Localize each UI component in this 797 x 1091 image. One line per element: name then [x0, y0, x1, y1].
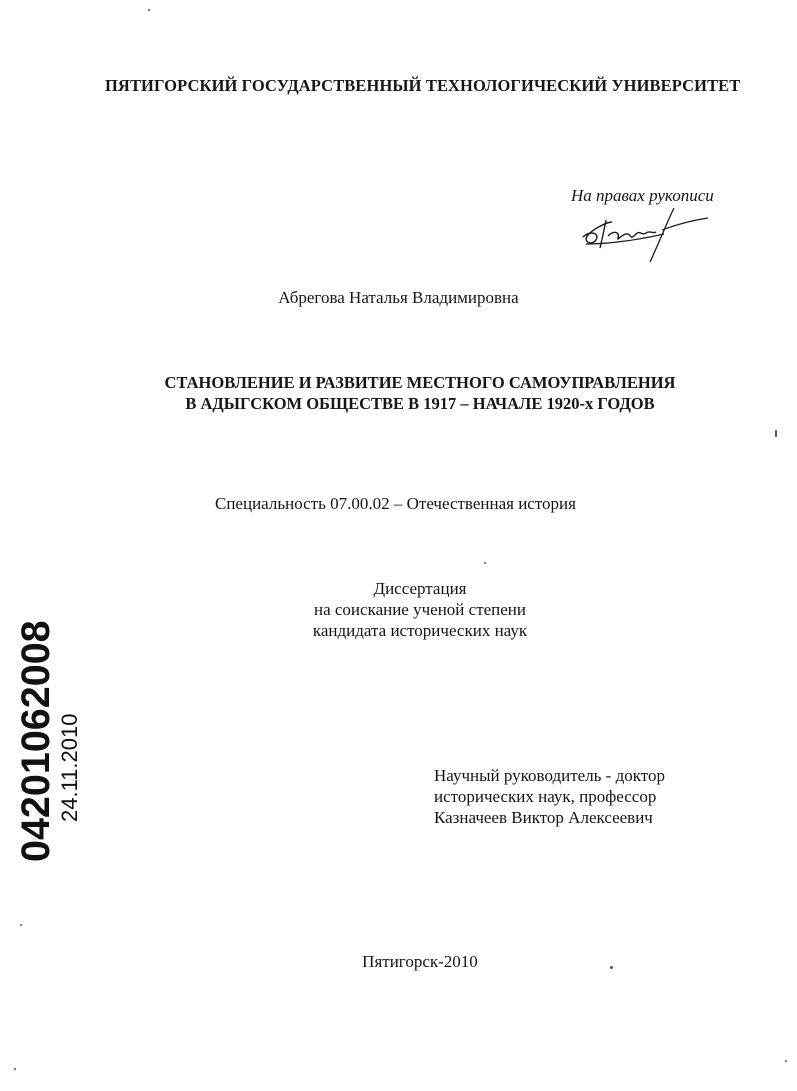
dissertation-title: [100, 372, 740, 414]
dissertation-line: Диссертация: [373, 579, 467, 598]
place-year: Пятигорск-2010: [362, 952, 478, 971]
university-name: ПЯТИГОРСКИЙ ГОСУДАРСТВЕННЫЙ ТЕХНОЛОГИЧЕСКИЙ УНИВЕРСИТЕТ: [105, 76, 741, 95]
advisor-line: исторических наук, профессор: [434, 787, 657, 806]
scan-speck: [785, 1060, 787, 1062]
scan-speck: [775, 430, 777, 437]
dissertation-line: кандидата исторических наук: [312, 621, 528, 640]
author-signature: [578, 200, 713, 270]
advisor-line: Научный руководитель - доктор: [434, 766, 665, 785]
advisor-line: Казначеев Виктор Алексеевич: [434, 808, 653, 827]
scan-speck: [610, 966, 613, 969]
scan-speck: [484, 562, 486, 564]
scan-speck: [14, 1068, 16, 1070]
specialty: Специальность 07.00.02 – Отечественная история: [215, 494, 576, 513]
dissertation-type: [270, 578, 570, 641]
author-name: Абрегова Наталья Владимировна: [278, 288, 519, 307]
library-stamp: [14, 620, 94, 862]
stamp-number: 04201062008: [14, 620, 58, 862]
scan-speck: [148, 9, 150, 11]
dissertation-line: на соискание ученой степени: [313, 600, 527, 619]
manuscript-note: На правах рукописи: [571, 186, 714, 205]
scientific-advisor: [434, 765, 774, 828]
title-line: В АДЫГСКОМ ОБЩЕСТВЕ В 1917 – НАЧАЛЕ 1920-х ГОДОВ: [185, 394, 655, 413]
stamp-date: 24.11.2010: [57, 713, 82, 822]
title-line: СТАНОВЛЕНИЕ И РАЗВИТИЕ МЕСТНОГО САМОУПРАВЛЕНИЯ: [164, 373, 676, 392]
scan-speck: [20, 924, 22, 926]
